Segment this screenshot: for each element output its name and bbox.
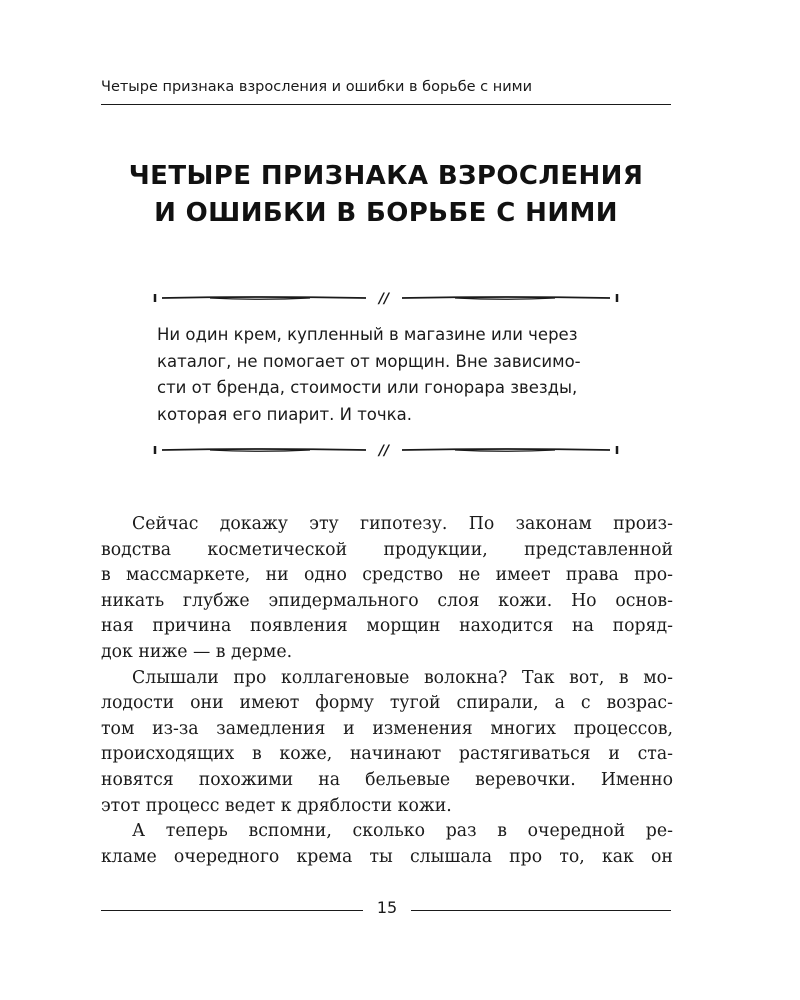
body-word: спирали, bbox=[456, 693, 539, 714]
body-word: эту bbox=[309, 514, 339, 534]
body-word: никать bbox=[101, 590, 165, 611]
epigraph-line: Ни один крем, купленный в магазине или через bbox=[157, 325, 578, 344]
body-word: он bbox=[651, 846, 673, 867]
body-text bbox=[101, 512, 673, 870]
body-word: очередной bbox=[527, 821, 626, 842]
body-word: в bbox=[101, 565, 111, 586]
ornament-top-mark: // bbox=[378, 291, 390, 307]
body-word: коллагеновые bbox=[280, 667, 410, 688]
body-word: и bbox=[343, 718, 355, 739]
body-word: представленной bbox=[524, 539, 673, 560]
body-word: про bbox=[509, 846, 543, 867]
body-word: кламе bbox=[101, 846, 157, 867]
body-word: на bbox=[318, 769, 341, 790]
body-word: средство bbox=[362, 565, 444, 586]
body-word: растягиваться bbox=[458, 744, 591, 765]
epigraph-line: каталог, не помогает от морщин. Вне зависимо- bbox=[157, 351, 581, 371]
body-word: похожими bbox=[198, 769, 294, 790]
body-word: А bbox=[132, 821, 146, 842]
body-line bbox=[101, 717, 673, 743]
body-word: возрас- bbox=[606, 693, 673, 714]
ornament-divider-top bbox=[150, 288, 622, 308]
body-word: Именно bbox=[600, 769, 673, 790]
body-line bbox=[101, 589, 673, 615]
chapter-title-line-1: ЧЕТЫРЕ ПРИЗНАКА ВЗРОСЛЕНИЯ bbox=[128, 161, 644, 191]
body-word: слышала bbox=[409, 846, 492, 867]
body-word: мо- bbox=[643, 667, 673, 688]
body-word: эпидермального bbox=[268, 590, 419, 611]
body-word: замедления bbox=[216, 718, 326, 739]
body-word: ре- bbox=[645, 821, 673, 842]
body-line bbox=[101, 742, 673, 768]
body-word: поряд- bbox=[612, 616, 673, 637]
body-word: новятся bbox=[101, 769, 174, 790]
body-word: изменения bbox=[372, 718, 473, 739]
body-word: продукции, bbox=[383, 539, 488, 560]
body-word: Так bbox=[521, 667, 555, 688]
footer-rule-right bbox=[411, 910, 671, 911]
body-line bbox=[101, 538, 673, 564]
body-word: ная bbox=[101, 616, 134, 637]
body-word: веревочки. bbox=[475, 769, 576, 790]
ornament-divider-bottom bbox=[150, 440, 622, 460]
body-word: вспомни, bbox=[248, 821, 332, 842]
body-line: док ниже — в дерме. bbox=[101, 641, 293, 662]
body-word: сколько bbox=[352, 821, 426, 842]
body-word: коже, bbox=[279, 744, 333, 765]
body-word: бельевые bbox=[365, 769, 451, 790]
body-word: находится bbox=[459, 616, 554, 637]
body-word: теперь bbox=[165, 821, 228, 842]
body-line bbox=[101, 845, 673, 871]
epigraph-line: которая его пиарит. И точка. bbox=[157, 404, 412, 424]
body-line: этот процесс ведет к дряблости кожи. bbox=[101, 795, 452, 816]
body-word: том bbox=[101, 718, 135, 739]
page-number: 15 bbox=[376, 898, 398, 917]
body-word: про bbox=[233, 667, 267, 688]
body-word: в bbox=[497, 821, 507, 842]
body-word: как bbox=[601, 846, 634, 867]
body-word: ты bbox=[369, 846, 393, 867]
body-line bbox=[101, 819, 673, 845]
body-word: Слышали bbox=[132, 667, 219, 688]
running-head: Четыре признака взросления и ошибки в борьбе с ними bbox=[101, 79, 533, 95]
body-word: причина bbox=[152, 616, 232, 637]
body-word: форму bbox=[315, 693, 374, 714]
body-word: не bbox=[458, 565, 481, 586]
body-word: то, bbox=[559, 846, 585, 867]
body-word: произ- bbox=[613, 514, 673, 534]
footer-rule-left bbox=[101, 910, 363, 911]
body-word: гипотезу. bbox=[360, 514, 448, 534]
body-word: кожи. bbox=[498, 590, 553, 611]
epigraph-line: сти от бренда, стоимости или гонорара звезды, bbox=[157, 378, 578, 397]
body-line bbox=[101, 691, 673, 717]
body-word: ста- bbox=[637, 744, 673, 765]
body-word: слоя bbox=[437, 590, 480, 611]
chapter-title-line-2: И ОШИБКИ В БОРЬБЕ С НИМИ bbox=[154, 198, 618, 228]
body-word: крема bbox=[296, 846, 353, 867]
body-word: вот, bbox=[569, 667, 605, 688]
body-word: морщин bbox=[366, 616, 441, 637]
epigraph bbox=[157, 322, 627, 428]
body-word: имеет bbox=[495, 565, 551, 586]
body-word: очередного bbox=[173, 846, 280, 867]
body-word: на bbox=[572, 616, 594, 637]
body-word: тугой bbox=[389, 693, 441, 714]
body-word: Сейчас bbox=[132, 514, 199, 534]
body-word: имеют bbox=[239, 693, 300, 714]
body-word: начинают bbox=[349, 744, 442, 765]
ornament-bottom-graphic bbox=[150, 440, 622, 460]
body-word: Но bbox=[571, 590, 597, 611]
body-word: водства bbox=[101, 539, 172, 560]
chapter-title bbox=[100, 158, 672, 232]
body-line bbox=[101, 768, 673, 794]
body-word: По bbox=[468, 514, 495, 534]
body-word: массмаркете, bbox=[126, 565, 251, 586]
body-word: они bbox=[190, 693, 224, 714]
body-word: появления bbox=[249, 616, 348, 637]
body-word: ни bbox=[265, 565, 289, 586]
body-word: а bbox=[554, 693, 565, 714]
body-word: происходящих bbox=[101, 744, 235, 765]
body-word: основ- bbox=[615, 590, 673, 611]
body-word: косметической bbox=[207, 539, 348, 560]
body-word: законам bbox=[515, 514, 592, 534]
body-word: права bbox=[565, 565, 619, 586]
body-word: глубже bbox=[182, 590, 250, 611]
body-word: в bbox=[618, 667, 629, 688]
body-word: и bbox=[608, 744, 620, 765]
body-word: раз bbox=[445, 821, 477, 842]
body-word: лодости bbox=[101, 693, 175, 714]
body-word: из-за bbox=[152, 718, 199, 739]
body-word: в bbox=[251, 744, 262, 765]
body-line bbox=[101, 512, 673, 538]
ornament-top-graphic bbox=[150, 288, 622, 308]
header-rule bbox=[101, 104, 671, 105]
body-line bbox=[101, 666, 673, 692]
body-word: про- bbox=[634, 565, 673, 586]
body-word: многих bbox=[490, 718, 556, 739]
body-line bbox=[101, 614, 673, 640]
body-word: процессов, bbox=[573, 718, 673, 739]
body-word: одно bbox=[303, 565, 347, 586]
ornament-bottom-mark: // bbox=[378, 443, 390, 459]
body-word: докажу bbox=[219, 514, 288, 534]
body-word: волокна? bbox=[423, 667, 508, 688]
body-word: с bbox=[580, 693, 591, 714]
body-line bbox=[101, 563, 673, 589]
